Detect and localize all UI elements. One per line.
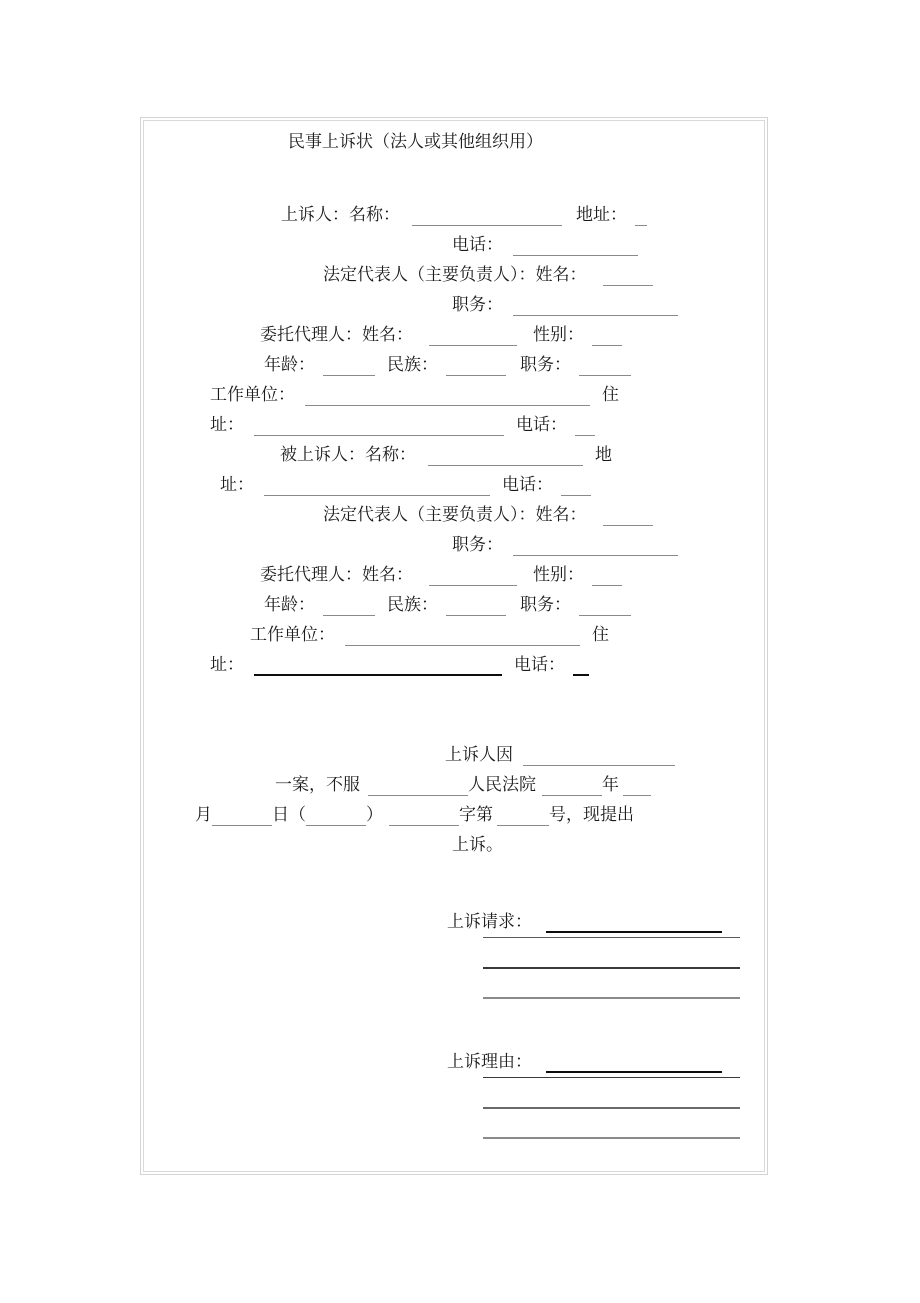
appellant-phone-input[interactable]: [513, 255, 638, 256]
case-docno-row: [140, 800, 768, 830]
respondent-residence-label-head: 住: [592, 625, 609, 645]
appellant-agent-ethnicity-input[interactable]: [446, 375, 506, 376]
appellant-agent-position-input[interactable]: [579, 375, 631, 376]
case-month-input[interactable]: [623, 795, 651, 796]
reasons-row: [140, 1047, 768, 1077]
respondent-legal-rep-row: [140, 500, 768, 530]
appellant-agent-row: [140, 320, 768, 350]
case-suffix-label: 一案，不服: [275, 775, 360, 795]
case-month-label: 月: [195, 805, 212, 825]
case-year-input[interactable]: [542, 795, 602, 796]
respondent-name-input[interactable]: [428, 465, 583, 466]
appellant-agent-gender-label: 性别：: [533, 325, 584, 345]
appellant-residence-phone-input[interactable]: [575, 435, 595, 436]
appellant-address-input-stub[interactable]: [635, 225, 647, 226]
respondent-legal-rep-label: 法定代表人（主要负责人）：: [323, 505, 536, 525]
appellant-agent-name-input[interactable]: [429, 345, 517, 346]
respondent-agent-position-input[interactable]: [579, 615, 631, 616]
case-paren-open: （: [289, 805, 306, 825]
appellant-name-label: 名称：: [349, 205, 400, 225]
case-court-input[interactable]: [368, 795, 468, 796]
appellant-address-label: 地址：: [576, 205, 627, 225]
case-docyear-input[interactable]: [306, 825, 366, 826]
respondent-legal-rep-position-row: [140, 530, 768, 560]
appellant-legal-rep-row: [140, 260, 768, 290]
case-year-label: 年: [602, 775, 619, 795]
appellant-work-unit-input[interactable]: [305, 405, 590, 406]
appellant-agent-gender-input[interactable]: [592, 345, 622, 346]
case-lead-label: 上诉人因: [445, 745, 513, 765]
claims-blank-line-1[interactable]: [483, 937, 740, 938]
appellant-legal-rep-label: 法定代表人（主要负责人）：: [323, 265, 536, 285]
respondent-agent-name-input[interactable]: [429, 585, 517, 586]
case-docchar-input[interactable]: [389, 825, 459, 826]
respondent-residence-input[interactable]: [254, 674, 502, 676]
appellant-agent-ethnicity-label: 民族：: [387, 355, 438, 375]
appellant-agent-name-label: 姓名：: [362, 325, 413, 345]
appellant-residence-phone-label: 电话：: [516, 415, 567, 435]
respondent-phone-input[interactable]: [561, 495, 591, 496]
respondent-residence-row: [140, 650, 768, 680]
respondent-work-unit-row: [140, 620, 768, 650]
claims-label: 上诉请求：: [447, 912, 532, 932]
respondent-agent-age-label: 年龄：: [264, 595, 315, 615]
respondent-agent-ethnicity-label: 民族：: [387, 595, 438, 615]
document-body: [140, 117, 768, 1175]
appellant-agent-label: 委托代理人：: [260, 325, 362, 345]
respondent-agent-ethnicity-input[interactable]: [446, 615, 506, 616]
respondent-legal-rep-position-input[interactable]: [513, 555, 678, 556]
appellant-legal-rep-name-input[interactable]: [603, 285, 653, 286]
respondent-section-label: 被上诉人：: [280, 445, 365, 465]
appellant-legal-rep-position-row: [140, 290, 768, 320]
respondent-name-label: 名称：: [365, 445, 416, 465]
respondent-work-unit-input[interactable]: [345, 645, 580, 646]
case-cause-input[interactable]: [523, 765, 675, 766]
case-closing-row: [140, 830, 768, 860]
respondent-agent-gender-input[interactable]: [592, 585, 622, 586]
respondent-agent-position-label: 职务：: [520, 595, 571, 615]
respondent-agent-label: 委托代理人：: [260, 565, 362, 585]
appellant-phone-row: [140, 230, 768, 260]
respondent-legal-rep-name-input[interactable]: [603, 525, 653, 526]
appellant-agent-age-input[interactable]: [323, 375, 375, 376]
reasons-blank-line-1[interactable]: [483, 1077, 740, 1078]
appellant-legal-rep-position-input[interactable]: [513, 315, 678, 316]
appellant-legal-rep-position-label: 职务：: [452, 295, 503, 315]
respondent-phone-label: 电话：: [502, 475, 553, 495]
respondent-residence-phone-input[interactable]: [573, 674, 589, 676]
document-title: 民事上诉状（法人或其他组织用）: [288, 132, 543, 152]
appellant-residence-input[interactable]: [254, 435, 504, 436]
reasons-blank-line-3[interactable]: [483, 1137, 740, 1139]
respondent-address-label-tail: 址：: [220, 475, 254, 495]
reasons-blank-line-2[interactable]: [483, 1107, 740, 1109]
claims-blank-line-3[interactable]: [483, 997, 740, 999]
appellant-legal-rep-name-label: 姓名：: [535, 265, 587, 285]
claims-blank-line-2[interactable]: [483, 967, 740, 969]
respondent-residence-label-tail: 址：: [210, 655, 244, 675]
appellant-work-unit-label: 工作单位：: [210, 385, 295, 405]
respondent-legal-rep-name-label: 姓名：: [535, 505, 587, 525]
appellant-residence-label-tail: 址：: [210, 415, 244, 435]
appellant-name-row: [140, 200, 768, 230]
respondent-address-input[interactable]: [264, 495, 490, 496]
respondent-address-label-head: 地: [595, 445, 612, 465]
respondent-agent-row: [140, 560, 768, 590]
appellant-name-input[interactable]: [412, 225, 562, 226]
appellant-agent-position-label: 职务：: [520, 355, 571, 375]
claims-row: [140, 907, 768, 937]
respondent-name-row: [140, 440, 768, 470]
case-paren-close: ）: [366, 805, 383, 825]
appellant-agent-detail-row: [140, 350, 768, 380]
case-lead-row: [140, 740, 768, 770]
appellant-residence-label-head: 住: [602, 385, 619, 405]
case-docchar-label: 字第: [459, 805, 493, 825]
appellant-residence-row: [140, 410, 768, 440]
respondent-agent-name-label: 姓名：: [362, 565, 413, 585]
case-day-label: 日: [272, 805, 289, 825]
case-day-input[interactable]: [212, 825, 272, 826]
case-closing-label: 上诉。: [452, 835, 503, 855]
respondent-agent-gender-label: 性别：: [533, 565, 584, 585]
respondent-agent-detail-row: [140, 590, 768, 620]
respondent-agent-age-input[interactable]: [323, 615, 375, 616]
case-court-label: 人民法院: [468, 775, 536, 795]
claims-input-line-1[interactable]: [546, 931, 722, 933]
appellant-phone-label: 电话：: [452, 235, 503, 255]
respondent-legal-rep-position-label: 职务：: [452, 535, 503, 555]
appellant-agent-age-label: 年龄：: [264, 355, 315, 375]
reasons-label: 上诉理由：: [447, 1052, 532, 1072]
respondent-address-row: [140, 470, 768, 500]
case-docno-label: 号，现提出: [549, 805, 634, 825]
reasons-input-line-1[interactable]: [546, 1071, 722, 1073]
case-court-row: [140, 770, 768, 800]
respondent-work-unit-label: 工作单位：: [250, 625, 335, 645]
case-docnum-input[interactable]: [497, 825, 549, 826]
appellant-work-unit-row: [140, 380, 768, 410]
respondent-residence-phone-label: 电话：: [514, 655, 565, 675]
appellant-section-label: 上诉人：: [281, 205, 349, 225]
